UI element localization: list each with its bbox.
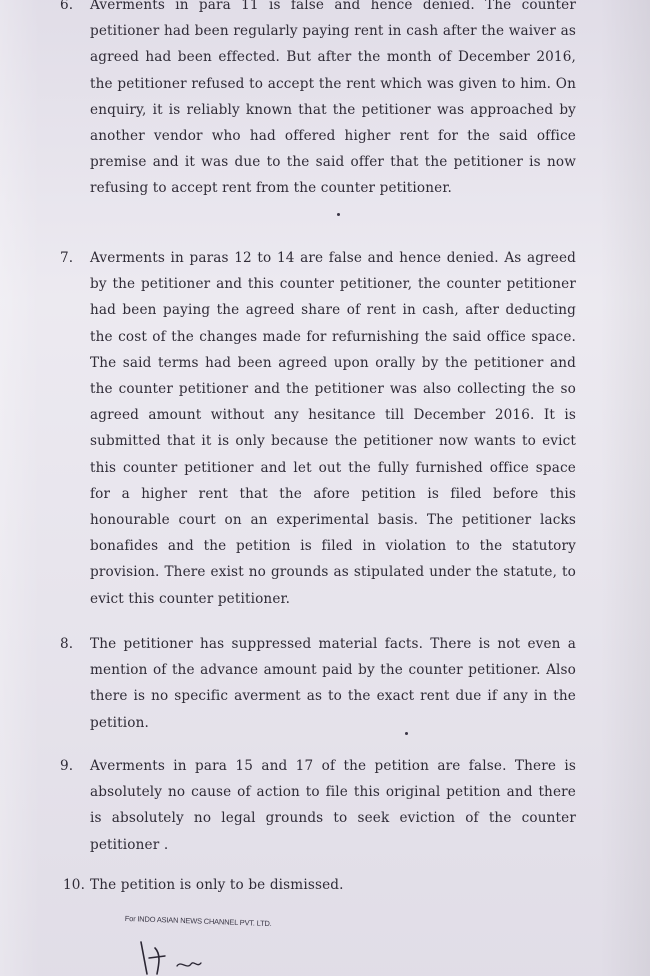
company-stamp: For INDO ASIAN NEWS CHANNEL PVT. LTD.	[124, 914, 272, 929]
paragraph-text: The petition is only to be dismissed.	[90, 877, 344, 893]
ink-speck	[337, 213, 340, 216]
paragraph-text: Averments in para 11 is false and hence denied. The counter petitioner had been regularly paying rent in cash after the waiver as agreed had been effected. But after the month of December 2016, the petitioner refused to accept the rent which was given to him. On enquiry, it is reliably known that the petitioner was approached by another vendor who had offered higher rent for the said office premise and it was due to the said offer that the petitioner is now refusing to accept rent from the counter petitioner.	[90, 0, 576, 197]
paragraph-number: 9.	[60, 758, 74, 774]
paragraph-6	[60, 0, 576, 202]
paragraph-text: The petitioner has suppressed material facts. There is not even a mention of the advance amount paid by the counter petitioner. Also there is no specific averment as to the exact rent due if any in the petition.	[90, 636, 576, 731]
paragraph-9	[60, 753, 576, 858]
paragraph-number: 8.	[60, 636, 74, 652]
signature-block	[125, 914, 385, 976]
paragraph-text: Averments in para 15 and 17 of the petition are false. There is absolutely no cause of action to file this original petition and there is absolutely no legal grounds to seek eviction of the counter petitioner .	[90, 758, 576, 853]
paragraph-text: Averments in paras 12 to 14 are false and hence denied. As agreed by the petitioner and this counter petitioner, the counter petitioner had been paying the agreed share of rent in cash, after deducting the cost of the changes made for refurnishing the said office space. The said terms had been agreed upon orally by the petitioner and the counter petitioner and the petitioner was also collecting the so agreed amount without any hesitance till December 2016. It is submitted that it is only because the petitioner now wants to evict this counter petitioner and let out the fully furnished office space for a higher rent that the afore petition is filed before this honourable court on an experimental basis. The petitioner lacks bonafides and the petition is filed in violation to the statutory provision. There exist no grounds as stipulated under the statute, to evict this counter petitioner.	[90, 250, 576, 607]
paragraph-number: 6.	[60, 0, 74, 13]
paragraph-7	[60, 245, 576, 612]
paragraph-number: 10.	[63, 877, 86, 893]
paragraph-number: 7.	[60, 250, 74, 266]
handwritten-signature	[135, 934, 225, 976]
ink-speck	[405, 732, 408, 735]
paragraph-10	[63, 872, 576, 898]
paragraph-8	[60, 631, 576, 736]
